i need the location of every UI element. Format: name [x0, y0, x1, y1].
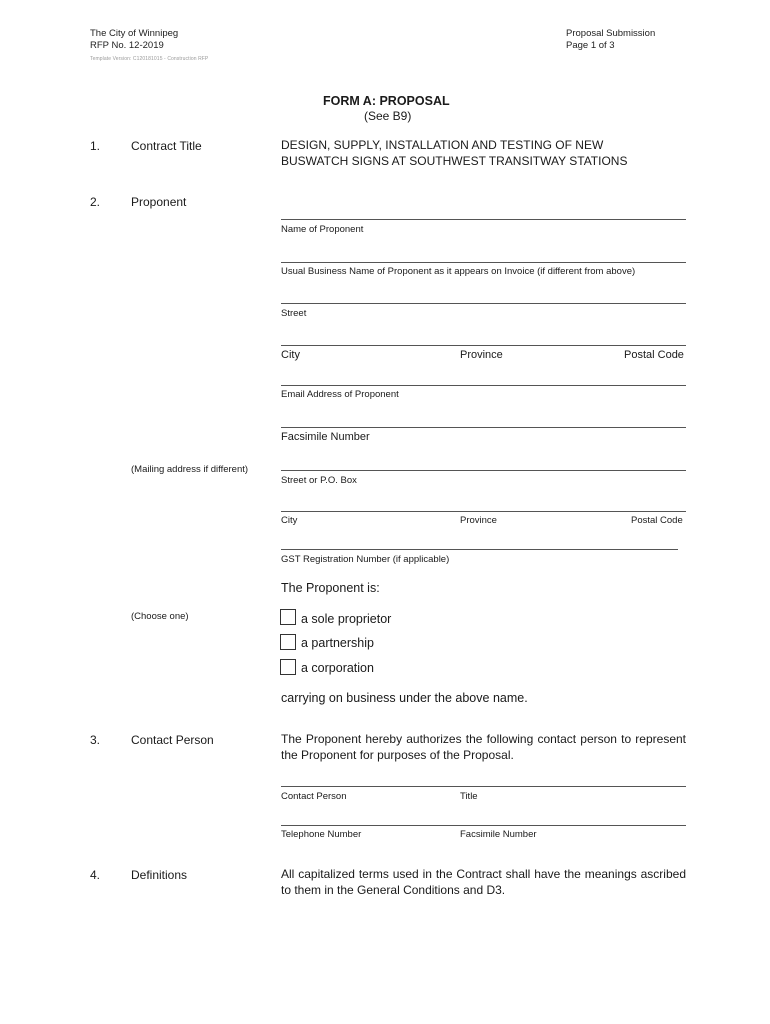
sole-proprietor-label: a sole proprietor: [301, 612, 392, 626]
form-subtitle: (See B9): [364, 109, 412, 123]
proponent-name-line[interactable]: [281, 219, 686, 220]
form-title: FORM A: PROPOSAL: [323, 94, 450, 108]
mailing-city-label: City: [281, 515, 298, 526]
header-right: [566, 28, 655, 52]
city-province-postal-line[interactable]: [281, 345, 686, 346]
header-left: [90, 28, 178, 52]
street-line[interactable]: [281, 303, 686, 304]
template-version-note: Template Version: C120181015 - Construction RFP: [90, 56, 209, 62]
contact-person-line[interactable]: [281, 786, 686, 787]
telephone-field-label: Telephone Number: [281, 829, 362, 840]
partnership-label: a partnership: [301, 636, 374, 650]
mailing-postal-code-label: Postal Code: [631, 515, 683, 526]
usual-name-label: Usual Business Name of Proponent as it appears on Invoice (if different from above): [281, 266, 636, 277]
email-label: Email Address of Proponent: [281, 389, 399, 400]
definitions-text: All capitalized terms used in the Contract shall have the meanings ascribed to them in the General Conditions and D3.: [281, 867, 686, 897]
section-2-number: 2.: [90, 195, 101, 209]
corporation-label: a corporation: [301, 661, 374, 675]
header-page-number: Page 1 of 3: [566, 40, 615, 51]
gst-line[interactable]: [281, 549, 678, 550]
section-2-label: Proponent: [131, 195, 187, 209]
street-po-box-line[interactable]: [281, 470, 686, 471]
header-city: The City of Winnipeg: [90, 28, 179, 39]
sole-proprietor-checkbox[interactable]: [280, 609, 296, 625]
header-rfp-number: RFP No. 12-2019: [90, 40, 164, 51]
section-4-number: 4.: [90, 868, 101, 882]
section-4-label: Definitions: [131, 868, 188, 882]
mailing-province-label: Province: [460, 515, 497, 526]
proponent-name-label: Name of Proponent: [281, 224, 364, 235]
contact-person-authorization-text: The Proponent hereby authorizes the following contact person to represent the Proponent for purposes of the Proposal.: [281, 732, 686, 762]
usual-name-line[interactable]: [281, 262, 686, 263]
corporation-checkbox[interactable]: [280, 659, 296, 675]
contact-person-field-label: Contact Person: [281, 791, 347, 802]
postal-code-label: Postal Code: [624, 349, 684, 361]
header-proposal-submission: Proposal Submission: [566, 28, 656, 39]
mailing-city-province-postal-line[interactable]: [281, 511, 686, 512]
email-line[interactable]: [281, 385, 686, 386]
fax-label: Facsimile Number: [281, 431, 370, 443]
gst-label: GST Registration Number (if applicable): [281, 554, 450, 565]
contract-title-text: [281, 137, 691, 169]
telephone-fax-line[interactable]: [281, 825, 686, 826]
partnership-checkbox[interactable]: [280, 634, 296, 650]
mailing-address-label: (Mailing address if different): [131, 464, 249, 475]
contract-title-line-2: BUSWATCH SIGNS AT SOUTHWEST TRANSITWAY STATIONS: [281, 154, 628, 168]
contact-fax-field-label: Facsimile Number: [460, 829, 537, 840]
city-label: City: [281, 349, 300, 361]
section-1-label: Contract Title: [131, 139, 202, 153]
street-po-box-label: Street or P.O. Box: [281, 475, 357, 486]
section-1-number: 1.: [90, 139, 101, 153]
section-3-label: Contact Person: [131, 733, 214, 747]
province-label: Province: [460, 349, 503, 361]
contact-title-field-label: Title: [460, 791, 478, 802]
fax-line[interactable]: [281, 427, 686, 428]
carrying-on-business-text: carrying on business under the above name.: [281, 691, 528, 705]
choose-one-label: (Choose one): [131, 611, 189, 622]
proponent-is-label: The Proponent is:: [281, 581, 380, 595]
section-3-number: 3.: [90, 733, 101, 747]
street-label: Street: [281, 308, 307, 319]
contract-title-line-1: DESIGN, SUPPLY, INSTALLATION AND TESTING OF NEW: [281, 138, 604, 152]
